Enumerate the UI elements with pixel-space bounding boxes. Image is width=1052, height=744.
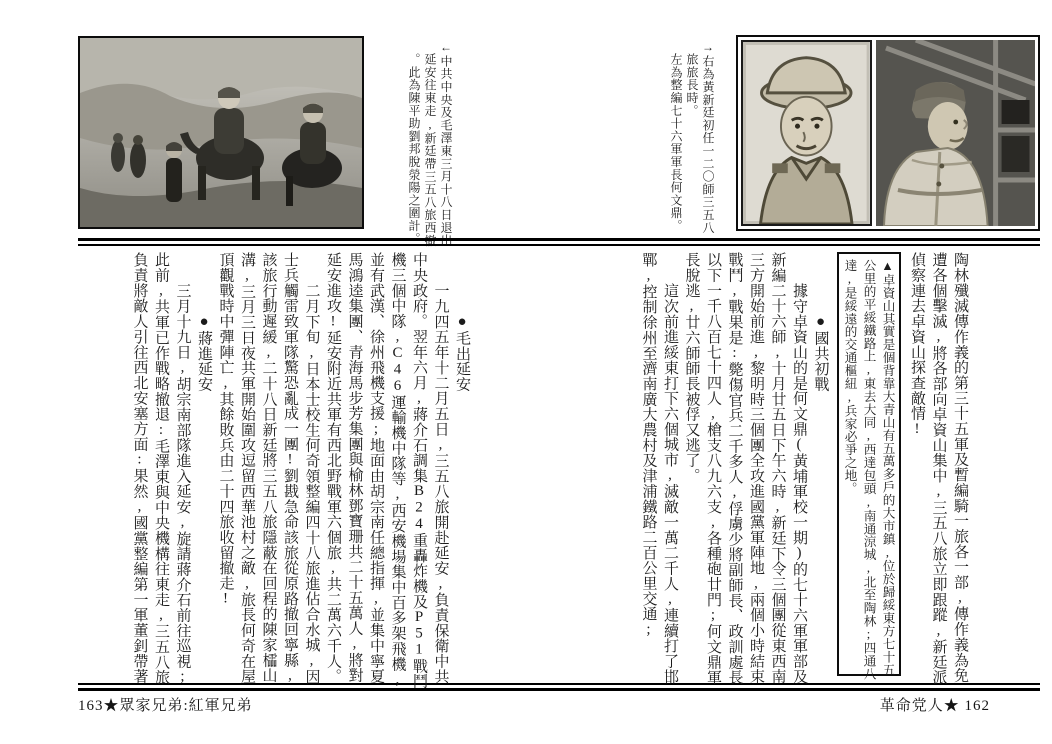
sidenote-column: 達,是綏遠的交通樞紐,兵家必爭之地。 [842, 259, 857, 495]
photo-he-wending-portrait [876, 40, 1035, 226]
text-column: 溝,三月三日夜共軍開始圍攻逗留西華池村之敵,旅長何奇在屋 [239, 252, 255, 684]
photo-mao-on-horseback-image [80, 38, 362, 227]
right-page-body [592, 252, 968, 685]
boxed-sidenote [837, 252, 901, 681]
text-column: 陶林殲滅傳作義的第三十五軍及暫編騎一旅各一部,傳作義為免 [952, 252, 968, 683]
caption-column: 左為整編七十六軍軍長何文鼎。 [669, 53, 683, 233]
text-column: 馬鴻逵集團、青海馬步芳集團與榆林鄧寶珊共二十五萬人,將對 [346, 252, 363, 683]
left-page-footer: 163★眾家兄弟:紅軍兄弟 [78, 698, 253, 714]
photo-portraits-frame [736, 35, 1040, 231]
photo-huang-xinting-portrait [741, 40, 872, 226]
text-column: 三月十九日,胡宗南部隊進入延安,旋請蔣介石前往巡視; [174, 283, 191, 686]
top-divider-rule [78, 238, 1040, 246]
bottom-divider-rule [78, 683, 1040, 691]
text-column: 士兵觸雷致軍隊驚恐亂成一團!劉戡急命該旅從原路撤回寧縣, [282, 252, 298, 684]
text-column: 新編二十六師,十月廿五日下午六時,新廷下令三個團從東西南 [769, 252, 786, 684]
text-column: 據守卓資山的是何文鼎(黃埔軍校一期)的七十六軍軍部及 [791, 283, 807, 685]
right-photo-caption [664, 40, 714, 245]
text-column: 機三個中隊,C46運輸機中隊等,西安機場集中百多架飛機, [389, 252, 406, 688]
text-column: 偵察連去卓資山探查敵情! [909, 252, 925, 438]
text-column: 二月下旬,日本士校生何奇領整編四十八旅進佔合水城,因 [303, 283, 320, 685]
text-column: 鄲,控制徐州至濟南廣大農村及津浦鐵路二百公里交通; [640, 252, 657, 638]
caption-column: 延安往東走,新廷帶三五八旅西撤 [423, 53, 437, 247]
sidenote-column: 公里的平綏鐵路上,東去大同,西達包頭,南通涼城,北至陶林;四通八 [861, 259, 876, 681]
text-column: 一九四五年十二月五日,三五八旅開赴延安,負責保衛中共 [432, 283, 449, 685]
right-page-footer: 革命党人★ 162 [879, 698, 990, 714]
text-column: 三方開始前進,黎明時三個團全攻進國黨軍陣地,兩個小時結束 [748, 252, 764, 684]
text-column: 此前,共軍已作戰略撤退:毛澤東與中央機構往東走,三五八旅 [153, 252, 169, 685]
caption-column: →右為黃新廷初任一二〇師三五八 [701, 40, 715, 234]
left-page-body [124, 252, 470, 689]
text-column: 以下一千八百七十四人,槍支八九六支,各種砲廿門;何文鼎軍 [705, 252, 721, 685]
caption-column: 。此為陳平助劉邦脫滎陽之圍計。 [407, 53, 421, 245]
photo-he-wending-image [876, 40, 1035, 226]
text-column: 這次前進綏東打下六個城市,滅敵一萬二千人,連續打了邯 [662, 283, 678, 685]
section-header: ●毛出延安 [454, 314, 470, 392]
text-column: 戰鬥,戰果是:斃傷官兵二千多人,俘虜少將副師長、政訓處長 [726, 252, 743, 685]
text-column: 延安進攻!延安附近共軍有西北野戰軍六個旅,共二萬六千人。 [325, 252, 341, 684]
text-column: 中央政府。翌年六月,蔣介石調集B24重轟炸機及P51戰鬥 [411, 252, 427, 689]
text-column: 並有武漢、徐州飛機支援;地面由胡宗南任總指揮,並集中寧夏 [368, 252, 384, 684]
caption-column: ←中共中央及毛澤東三月十八日退出 [439, 40, 453, 247]
left-photo-caption [402, 40, 452, 245]
text-column: 頂觀戰時中彈陣亡,其餘敗兵由二十四旅收留撤走! [217, 252, 234, 608]
section-header: ●蔣進延安 [196, 314, 212, 392]
section-header: ●國共初戰 [812, 314, 829, 392]
text-column: 該旅行動遲緩,二十八日新廷將三五八旅隱蔽在回程的陳家櫺山 [260, 252, 277, 683]
photo-huang-xinting-image [743, 42, 870, 224]
text-column: 負責將敵人引往西北安塞方面:果然,國黨整編第一軍董釗帶著 [131, 252, 148, 684]
text-column: 長脫逃,廿六師師長被俘又逃了。 [683, 252, 700, 484]
sidenote-column: ▲卓資山其實是個背靠大青山有五萬多戶的大市鎮,位於歸綏東方七十五 [880, 259, 895, 677]
caption-column: 旅旅長時。 [685, 53, 699, 117]
text-column: 遭各個擊滅,將各部向卓資山集中,三五八旅立即跟蹤,新廷派 [930, 252, 947, 685]
photo-mao-on-horseback [78, 36, 364, 229]
